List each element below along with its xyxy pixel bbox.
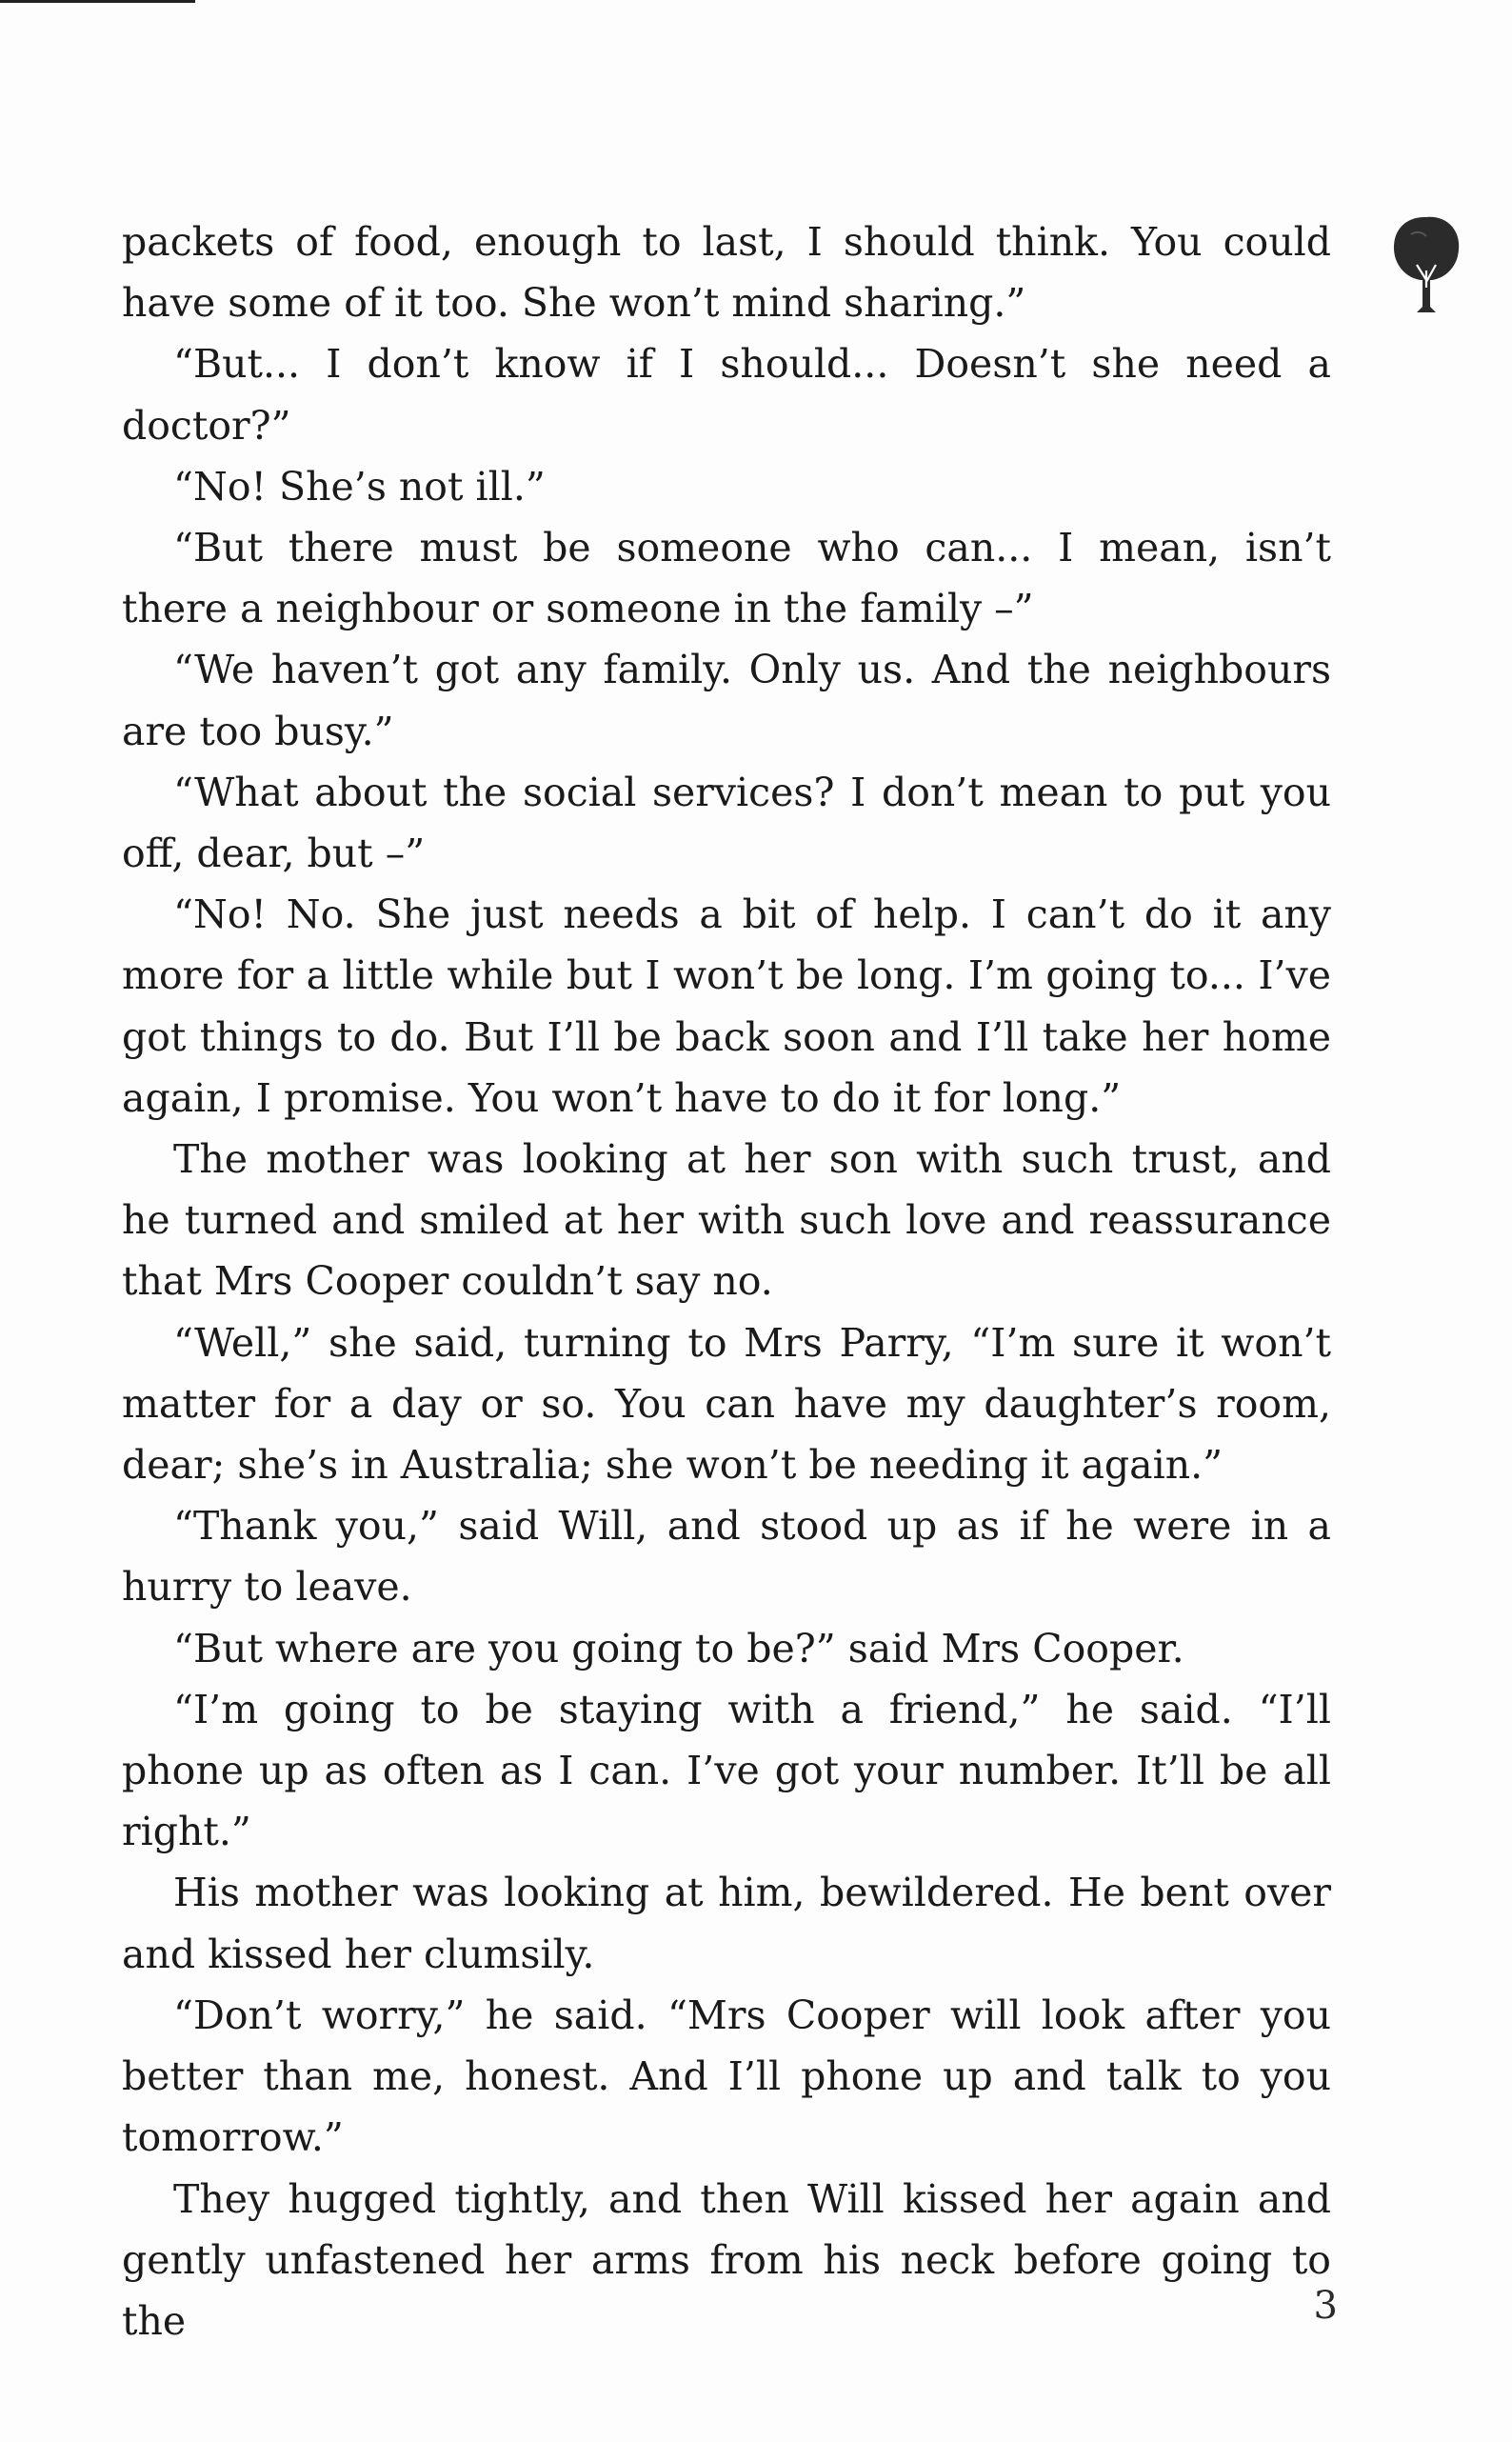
page-number: 3 bbox=[1313, 2284, 1338, 2328]
body-text bbox=[122, 211, 1331, 2352]
paragraph: “Well,” she said, turning to Mrs Parry, “I’m sure it won’t matter for a day or so. You can have my daughter’s room, dear; she’s in Australia; she won’t be needing it again.” bbox=[122, 1319, 1331, 1489]
top-rule bbox=[0, 0, 195, 3]
paragraph: “Thank you,” said Will, and stood up as if he were in a hurry to leave. bbox=[122, 1503, 1331, 1611]
tree-icon bbox=[1388, 211, 1464, 316]
paragraph: “We haven’t got any family. Only us. And the neighbours are too busy.” bbox=[122, 647, 1331, 754]
paragraph: packets of food, enough to last, I should think. You could have some of it too. She won’t mind sharing.” bbox=[122, 219, 1331, 327]
paragraph: His mother was looking at him, bewildered. He bent over and kissed her clumsily. bbox=[122, 1870, 1331, 1977]
tree-icon-graphic bbox=[1388, 211, 1464, 316]
paragraph: They hugged tightly, and then Will kissed her again and gently unfastened her arms from his neck before going to the bbox=[122, 2175, 1331, 2344]
paragraph: “But where are you going to be?” said Mrs Cooper. bbox=[173, 1625, 1184, 1671]
paragraph: The mother was looking at her son with such trust, and he turned and smiled at her with such love and reassurance that Mrs Cooper couldn’t say no. bbox=[122, 1136, 1331, 1305]
paragraph: “Don’t worry,” he said. “Mrs Cooper will look after you better than me, honest. And I’ll phone up and talk to you tomorrow.” bbox=[122, 1992, 1331, 2161]
paragraph: “But there must be someone who can... I mean, isn’t there a neighbour or someone in the family –” bbox=[122, 525, 1331, 632]
paragraph: “No! She’s not ill.” bbox=[173, 463, 546, 510]
paragraph: “No! No. She just needs a bit of help. I can’t do it any more for a little while but I won’t be long. I’m going to... I’ve got things to do. But I’ll be back soon and I’ll take her home again, I promise. You won’t have to do it for long.” bbox=[122, 891, 1331, 1121]
paragraph: “But... I don’t know if I should... Doesn’t she need a doctor?” bbox=[122, 341, 1331, 449]
paragraph: “I’m going to be staying with a friend,” he said. “I’ll phone up as often as I can. I’ve got your number. It’ll be all right.” bbox=[122, 1686, 1331, 1855]
paragraph: “What about the social services? I don’t mean to put you off, dear, but –” bbox=[122, 769, 1331, 877]
